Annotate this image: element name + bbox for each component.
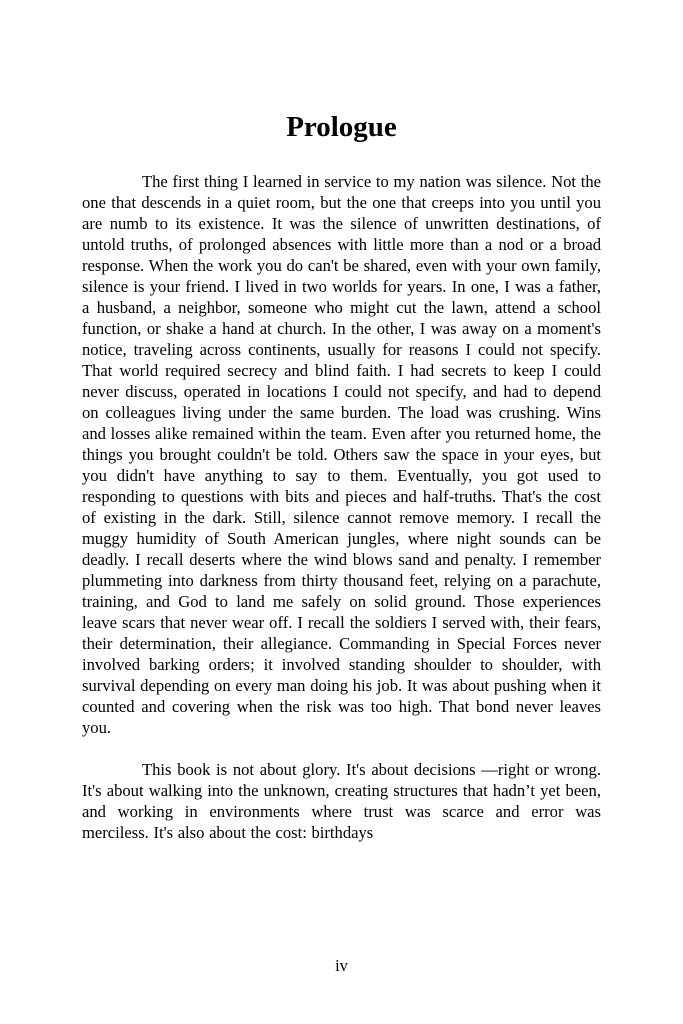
body-paragraph-2: This book is not about glory. It's about decisions —right or wrong. It's about walking into the unknown, creating structures that hadn’t yet been, and working in environments where trust was scarce and error was merciless. It's also about the cost: birthdays (82, 759, 601, 842)
chapter-title: Prologue (286, 111, 397, 143)
page-number: iv (335, 955, 348, 975)
body-paragraph-1: The first thing I learned in service to my nation was silence. Not the one that descends in a quiet room, but the one that creeps into you until you are numb to its existence. It was the silence of unwritten destinations, of untold truths, of prolonged absences with little more than a nod or a broad response. When the work you do can't be shared, even with your own family, silence is your friend. I lived in two worlds for years. In one, I was a father, a husband, a neighbor, someone who might cut the lawn, attend a school function, or shake a hand at church. In the other, I was away on a moment's notice, traveling across continents, usually for reasons I could not specify. That world required secrecy and blind faith. I had secrets to keep I could never discuss, operated in locations I could not specify, and had to depend on colleagues living under the same burden. The load was crushing. Wins and losses alike remained within the team. Even after you returned home, the things you brought couldn't be told. Others saw the space in your eyes, but you didn't have anything to say to them. Eventually, you got used to responding to questions with bits and pieces and half-truths. That's the cost of existing in the dark. Still, silence cannot remove memory. I recall the muggy humidity of South American jungles, where night sounds can be deadly. I recall deserts where the wind blows sand and penalty. I remember plummeting into darkness from thirty thousand feet, relying on a parachute, training, and God to land me safely on solid ground. Those experiences leave scars that never wear off. I recall the soldiers I served with, their fears, their determination, their allegiance. Commanding in Special Forces never involved barking orders; it involved standing shoulder to shoulder, with survival depending on every man doing his job. It was about pushing when it counted and covering when the risk was too high. That bond never leaves you. (82, 171, 601, 737)
page-content (82, 112, 601, 843)
